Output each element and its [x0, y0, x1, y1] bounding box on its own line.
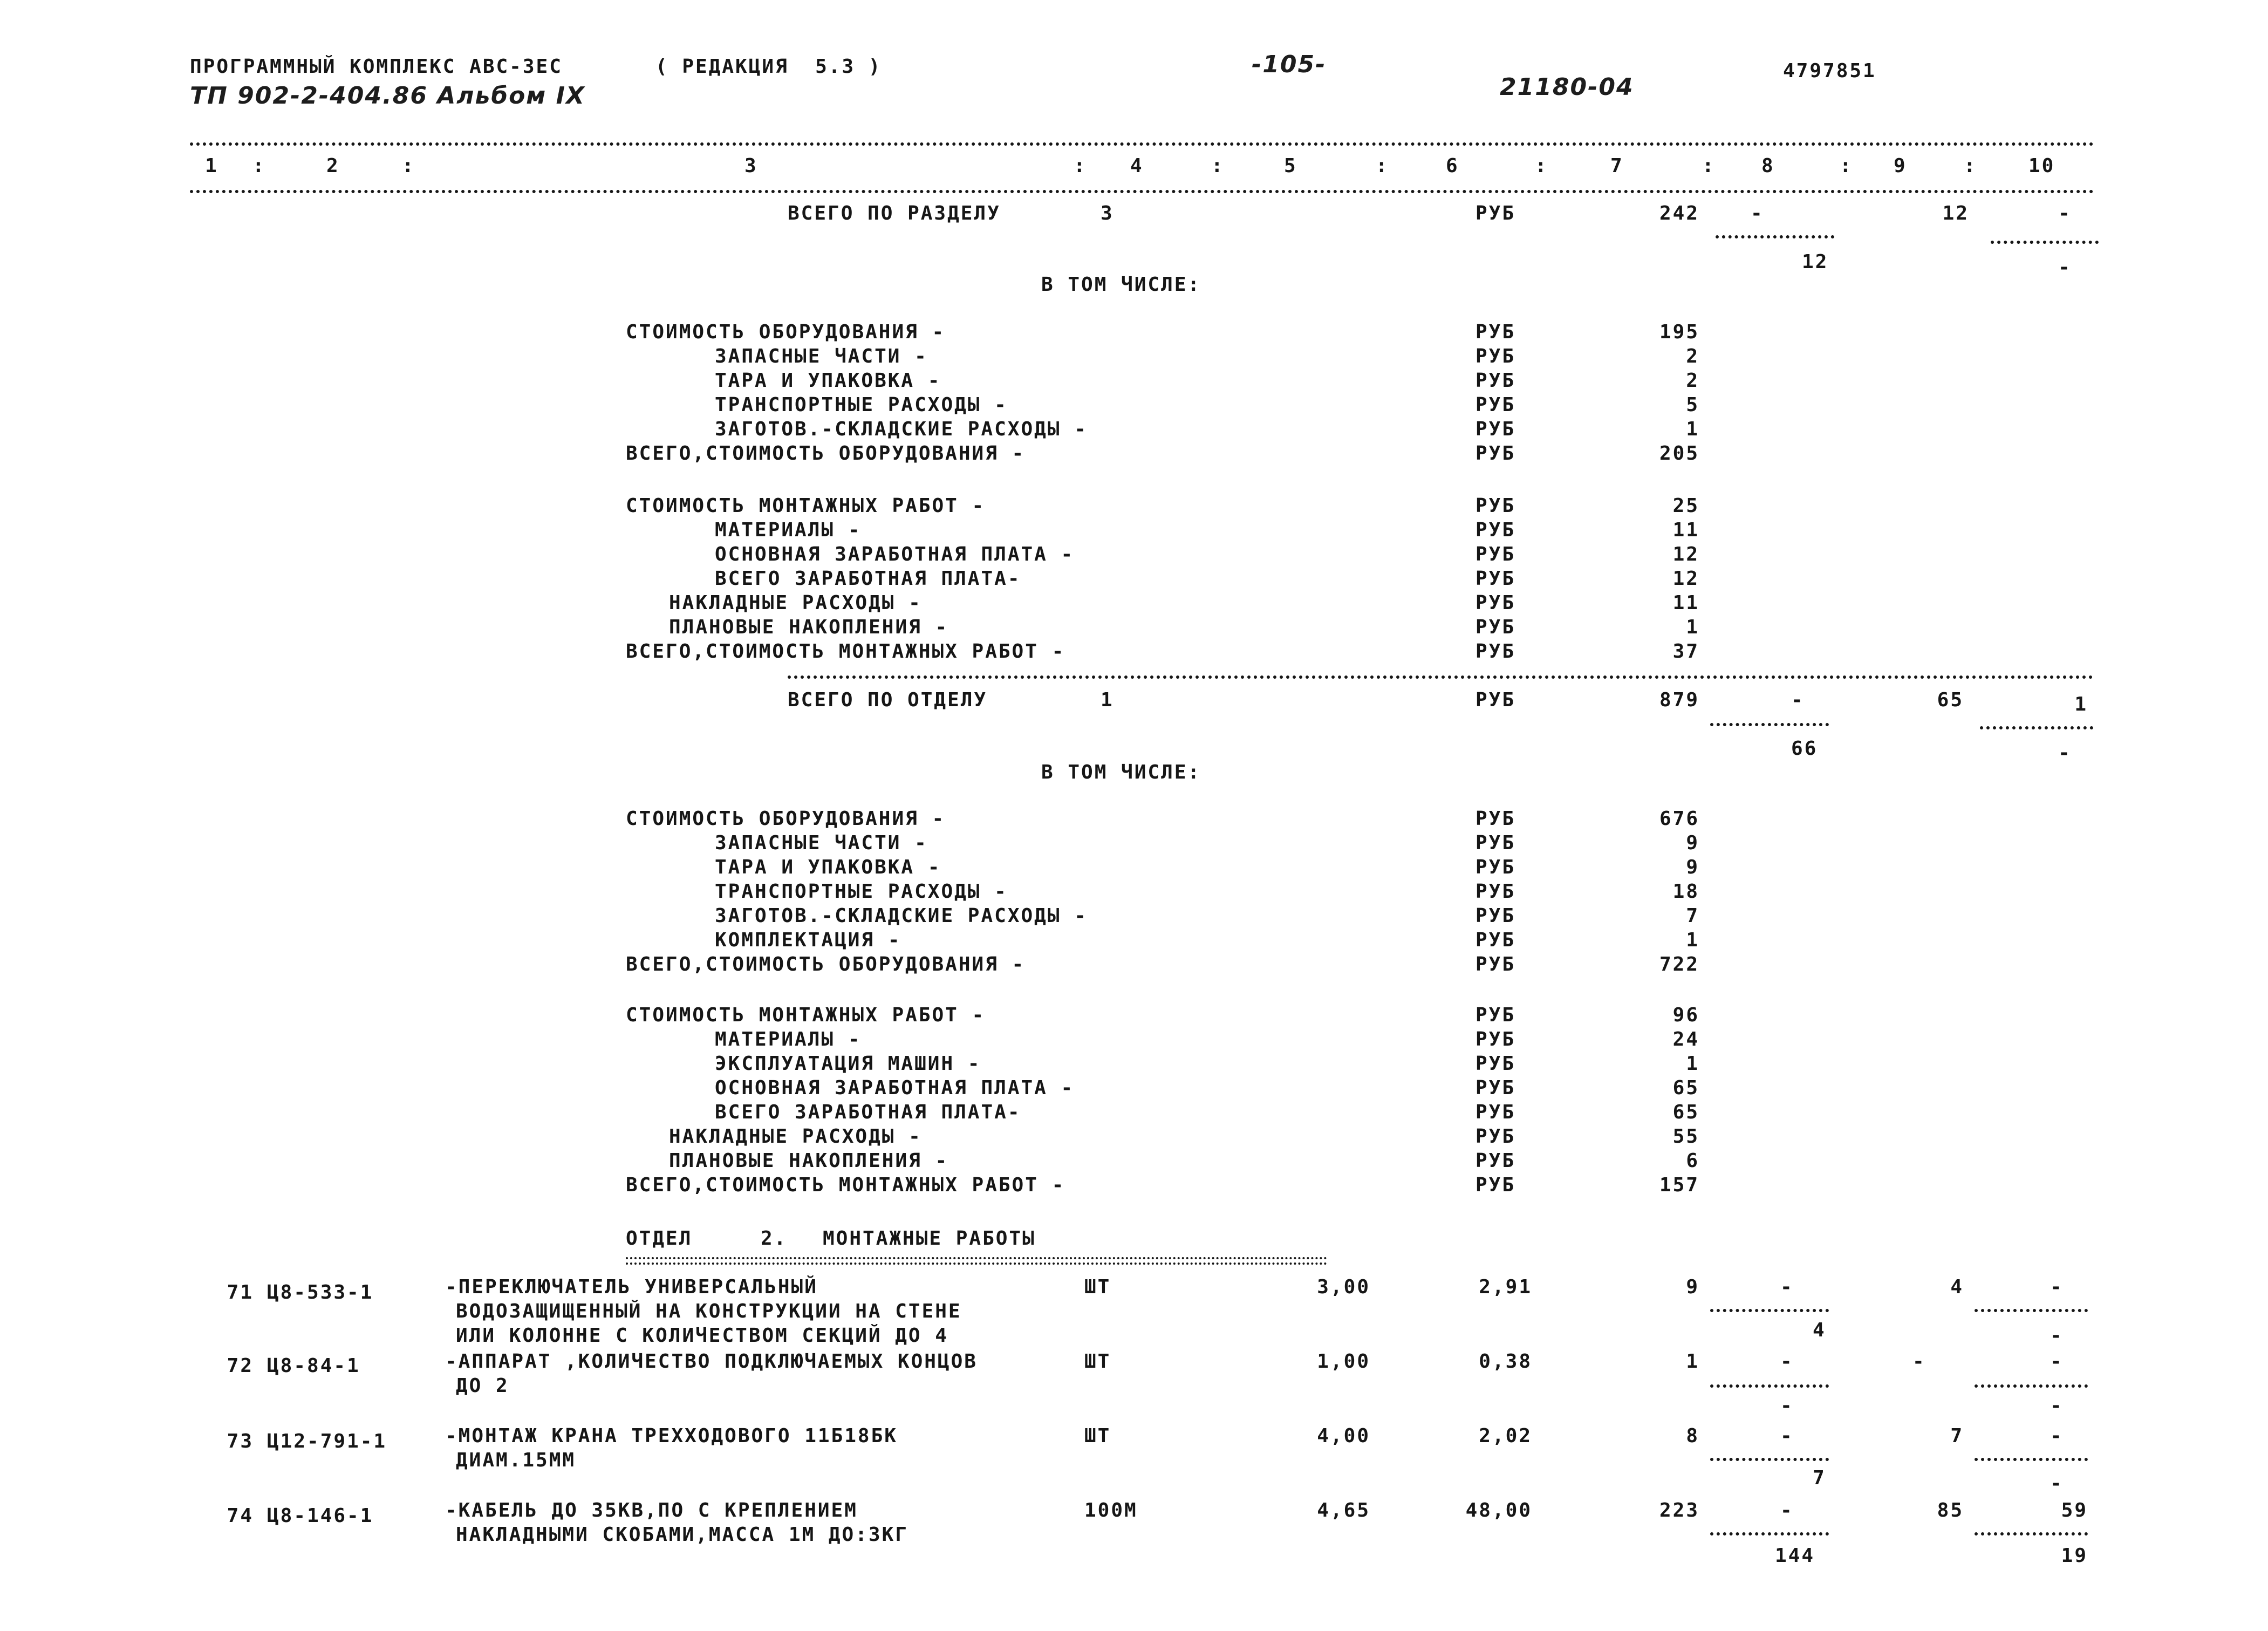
- item-number: 74: [227, 1505, 254, 1527]
- dept-title: МОНТАЖНЫЕ РАБОТЫ: [823, 1227, 1036, 1250]
- cost-unit: РУБ: [1475, 519, 1516, 541]
- col-4: 4: [1130, 155, 1144, 177]
- total-label: ВСЕГО ПО ОТДЕЛУ: [788, 689, 988, 711]
- cost-label: МАТЕРИАЛЫ -: [715, 1028, 862, 1050]
- item-col8-below: 4: [1813, 1319, 1826, 1341]
- total-col7: 242: [1659, 202, 1699, 224]
- cost-label: НАКЛАДНЫЕ РАСХОДЫ -: [669, 1125, 922, 1148]
- cost-unit: РУБ: [1475, 905, 1516, 927]
- item-description: ДО 2: [456, 1375, 509, 1397]
- cost-value: 205: [1659, 442, 1699, 465]
- cost-label: НАКЛАДНЫЕ РАСХОДЫ -: [669, 592, 922, 614]
- cost-value: 676: [1659, 808, 1699, 830]
- cost-unit: РУБ: [1475, 1077, 1516, 1099]
- item-col8: -: [1780, 1425, 1794, 1447]
- cost-value: 2: [1686, 370, 1699, 392]
- cost-value: 722: [1659, 953, 1699, 975]
- item-price: 0,38: [1479, 1350, 1532, 1373]
- rule-dept1: [788, 675, 2093, 679]
- cost-unit: РУБ: [1475, 321, 1516, 343]
- cost-unit: РУБ: [1475, 616, 1516, 638]
- item-col10: -: [2050, 1425, 2064, 1447]
- item-quantity: 1,00: [1317, 1350, 1370, 1373]
- including-heading: В ТОМ ЧИСЛЕ:: [1041, 274, 1201, 296]
- cost-value: 6: [1686, 1150, 1699, 1172]
- cost-unit: РУБ: [1475, 1004, 1516, 1026]
- including-heading: В ТОМ ЧИСЛЕ:: [1041, 761, 1201, 783]
- item-col8-below: 7: [1813, 1467, 1826, 1489]
- item-col10-below: -: [2050, 1395, 2064, 1417]
- total-col8-below: 12: [1802, 251, 1829, 273]
- cost-value: 65: [1672, 1077, 1699, 1099]
- col-sep: :: [1376, 155, 1389, 177]
- item-col9: 85: [1937, 1499, 1964, 1521]
- cost-value: 195: [1659, 321, 1699, 343]
- cost-label: СТОИМОСТЬ МОНТАЖНЫХ РАБОТ -: [626, 495, 986, 517]
- subtotal-rule: [1975, 1309, 2088, 1312]
- cost-label: ВСЕГО ЗАРАБОТНАЯ ПЛАТА-: [715, 568, 1021, 590]
- col-9: 9: [1894, 155, 1907, 177]
- cost-label: ВСЕГО,СТОИМОСТЬ ОБОРУДОВАНИЯ -: [626, 953, 1026, 975]
- item-price: 48,00: [1465, 1499, 1532, 1521]
- item-code: Ц12-791-1: [267, 1430, 387, 1452]
- col-sep: :: [252, 155, 266, 177]
- cost-label: ЗАГОТОВ.-СКЛАДСКИЕ РАСХОДЫ -: [715, 418, 1088, 440]
- cost-value: 96: [1672, 1004, 1699, 1026]
- dept-underline: [626, 1257, 1327, 1259]
- total-col7: 879: [1659, 689, 1699, 711]
- item-col10-below: 19: [2061, 1545, 2088, 1567]
- col-sep: :: [1074, 155, 1087, 177]
- col-1: 1: [205, 155, 218, 177]
- col-sep: :: [1840, 155, 1853, 177]
- item-code: Ц8-533-1: [267, 1281, 374, 1304]
- col-2: 2: [326, 155, 340, 177]
- subtotal-rule: [1710, 723, 1829, 726]
- total-col10: -: [2058, 202, 2072, 224]
- cost-label: ТРАНСПОРТНЫЕ РАСХОДЫ -: [715, 394, 1008, 416]
- cost-unit: РУБ: [1475, 568, 1516, 590]
- item-description: -МОНТАЖ КРАНА ТРЕХХОДОВОГО 11Б18БК: [445, 1425, 898, 1447]
- cost-label: ТАРА И УПАКОВКА -: [715, 370, 941, 392]
- item-code: Ц8-84-1: [267, 1355, 360, 1377]
- col-3: 3: [744, 155, 758, 177]
- cost-value: 1: [1686, 418, 1699, 440]
- cost-unit: РУБ: [1475, 418, 1516, 440]
- item-description: -КАБЕЛЬ ДО 35КВ,ПО С КРЕПЛЕНИЕМ: [445, 1499, 858, 1521]
- subtotal-rule: [1975, 1384, 2088, 1388]
- cost-unit: РУБ: [1475, 345, 1516, 367]
- item-col8-below: 144: [1775, 1545, 1815, 1567]
- item-col10: -: [2050, 1276, 2064, 1298]
- item-unit: ШТ: [1084, 1425, 1111, 1447]
- subtotal-rule: [1991, 241, 2099, 244]
- cost-label: ТРАНСПОРТНЫЕ РАСХОДЫ -: [715, 881, 1008, 903]
- cost-value: 18: [1672, 881, 1699, 903]
- item-price: 2,02: [1479, 1425, 1532, 1447]
- item-number: 71: [227, 1281, 254, 1304]
- album-reference: ТП 902-2-404.86 Альбом IX: [190, 82, 585, 110]
- dept-label: ОТДЕЛ: [626, 1227, 693, 1250]
- cost-value: 55: [1672, 1125, 1699, 1148]
- cost-unit: РУБ: [1475, 808, 1516, 830]
- cost-unit: РУБ: [1475, 856, 1516, 878]
- cost-label: ОСНОВНАЯ ЗАРАБОТНАЯ ПЛАТА -: [715, 543, 1075, 565]
- total-number: 3: [1101, 202, 1114, 224]
- dept-number: 2.: [761, 1227, 788, 1250]
- cost-label: СТОИМОСТЬ ОБОРУДОВАНИЯ -: [626, 321, 946, 343]
- item-col10: -: [2050, 1350, 2064, 1373]
- cost-value: 9: [1686, 832, 1699, 854]
- cost-label: ТАРА И УПАКОВКА -: [715, 856, 941, 878]
- col-sep: :: [1535, 155, 1548, 177]
- col-10: 10: [2028, 155, 2055, 177]
- col-sep: :: [402, 155, 415, 177]
- cost-unit: РУБ: [1475, 1174, 1516, 1196]
- total-col10-below: -: [2058, 742, 2072, 764]
- cost-unit: РУБ: [1475, 442, 1516, 465]
- cost-label: ЭКСПЛУАТАЦИЯ МАШИН -: [715, 1053, 981, 1075]
- item-unit: ШТ: [1084, 1276, 1111, 1298]
- cost-value: 1: [1686, 929, 1699, 951]
- cost-label: ОСНОВНАЯ ЗАРАБОТНАЯ ПЛАТА -: [715, 1077, 1075, 1099]
- item-quantity: 3,00: [1317, 1276, 1370, 1298]
- document-number: 4797851: [1783, 60, 1876, 82]
- cost-unit: РУБ: [1475, 543, 1516, 565]
- item-col10: 59: [2061, 1499, 2088, 1521]
- cost-unit: РУБ: [1475, 832, 1516, 854]
- item-col8: -: [1780, 1350, 1794, 1373]
- item-description: ДИАМ.15ММ: [456, 1449, 576, 1471]
- item-description: ВОДОЗАЩИЩЕННЫЙ НА КОНСТРУКЦИИ НА СТЕНЕ: [456, 1300, 962, 1322]
- cost-value: 11: [1672, 592, 1699, 614]
- rule-header-bottom: [190, 190, 2094, 193]
- cost-label: ПЛАНОВЫЕ НАКОПЛЕНИЯ -: [669, 616, 949, 638]
- cost-label: СТОИМОСТЬ МОНТАЖНЫХ РАБОТ -: [626, 1004, 986, 1026]
- subtotal-rule: [1980, 726, 2093, 729]
- col-sep: :: [1702, 155, 1716, 177]
- item-col9: -: [1912, 1350, 1926, 1373]
- total-number: 1: [1101, 689, 1114, 711]
- item-description: ИЛИ КОЛОННЕ С КОЛИЧЕСТВОМ СЕКЦИЙ ДО 4: [456, 1325, 948, 1347]
- item-price: 2,91: [1479, 1276, 1532, 1298]
- total-col10: 1: [2074, 693, 2088, 715]
- cost-value: 11: [1672, 519, 1699, 541]
- col-6: 6: [1446, 155, 1459, 177]
- cost-unit: РУБ: [1475, 495, 1516, 517]
- cost-label: КОМПЛЕКТАЦИЯ -: [715, 929, 901, 951]
- item-col10-below: -: [2050, 1325, 2064, 1347]
- cost-value: 1: [1686, 1053, 1699, 1075]
- cost-label: ВСЕГО,СТОИМОСТЬ МОНТАЖНЫХ РАБОТ -: [626, 640, 1065, 663]
- item-description: -АППАРАТ ,КОЛИЧЕСТВО ПОДКЛЮЧАЕМЫХ КОНЦОВ: [445, 1350, 978, 1373]
- col-5: 5: [1284, 155, 1297, 177]
- col-7: 7: [1610, 155, 1624, 177]
- cost-value: 157: [1659, 1174, 1699, 1196]
- col-sep: :: [1964, 155, 1977, 177]
- item-col9: 4: [1950, 1276, 1964, 1298]
- cost-value: 37: [1672, 640, 1699, 663]
- cost-label: ЗАПАСНЫЕ ЧАСТИ -: [715, 832, 928, 854]
- cost-unit: РУБ: [1475, 394, 1516, 416]
- item-col10-below: -: [2050, 1472, 2064, 1494]
- total-col8: -: [1791, 689, 1805, 711]
- cost-value: 5: [1686, 394, 1699, 416]
- page-number: -105-: [1252, 51, 1327, 78]
- subtotal-rule: [1710, 1384, 1829, 1388]
- item-total: 9: [1686, 1276, 1699, 1298]
- item-unit: ШТ: [1084, 1350, 1111, 1373]
- cost-label: ВСЕГО,СТОИМОСТЬ ОБОРУДОВАНИЯ -: [626, 442, 1026, 465]
- cost-value: 12: [1672, 543, 1699, 565]
- cost-label: ЗАГОТОВ.-СКЛАДСКИЕ РАСХОДЫ -: [715, 905, 1088, 927]
- subtotal-rule: [1710, 1309, 1829, 1312]
- subtotal-rule: [1975, 1532, 2088, 1536]
- subtotal-rule: [1710, 1458, 1829, 1461]
- item-total: 8: [1686, 1425, 1699, 1447]
- cost-value: 25: [1672, 495, 1699, 517]
- cost-label: ЗАПАСНЫЕ ЧАСТИ -: [715, 345, 928, 367]
- cost-unit: РУБ: [1475, 929, 1516, 951]
- cost-unit: РУБ: [1475, 1101, 1516, 1123]
- cost-value: 7: [1686, 905, 1699, 927]
- item-code: Ц8-146-1: [267, 1505, 374, 1527]
- total-col9: 65: [1937, 689, 1964, 711]
- item-description: НАКЛАДНЫМИ СКОБАМИ,МАССА 1М ДО:3КГ: [456, 1524, 908, 1546]
- cost-value: 9: [1686, 856, 1699, 878]
- item-quantity: 4,00: [1317, 1425, 1370, 1447]
- cost-unit: РУБ: [1475, 370, 1516, 392]
- item-col8: -: [1780, 1276, 1794, 1298]
- item-col8-below: -: [1780, 1395, 1794, 1417]
- subtotal-rule: [1710, 1532, 1829, 1536]
- program-title: ПРОГРАММНЫЙ КОМПЛЕКС АВС-3ЕС: [190, 56, 563, 78]
- col-sep: :: [1211, 155, 1225, 177]
- cost-label: ВСЕГО ЗАРАБОТНАЯ ПЛАТА-: [715, 1101, 1021, 1123]
- subtotal-rule: [1716, 235, 1834, 238]
- total-col8: -: [1751, 202, 1764, 224]
- item-quantity: 4,65: [1317, 1499, 1370, 1521]
- item-unit: 100М: [1084, 1499, 1138, 1521]
- total-label: ВСЕГО ПО РАЗДЕЛУ: [788, 202, 1001, 224]
- cost-unit: РУБ: [1475, 592, 1516, 614]
- cost-unit: РУБ: [1475, 881, 1516, 903]
- item-col8: -: [1780, 1499, 1794, 1521]
- item-description: -ПЕРЕКЛЮЧАТЕЛЬ УНИВЕРСАЛЬНЫЙ: [445, 1276, 818, 1298]
- item-number: 73: [227, 1430, 254, 1452]
- cost-unit: РУБ: [1475, 953, 1516, 975]
- item-total: 1: [1686, 1350, 1699, 1373]
- cost-unit: РУБ: [1475, 1053, 1516, 1075]
- cost-unit: РУБ: [1475, 1125, 1516, 1148]
- item-total: 223: [1659, 1499, 1699, 1521]
- cost-value: 24: [1672, 1028, 1699, 1050]
- rule-top: [190, 142, 2094, 146]
- cost-unit: РУБ: [1475, 1150, 1516, 1172]
- total-col9: 12: [1942, 202, 1969, 224]
- cost-value: 65: [1672, 1101, 1699, 1123]
- cost-unit: РУБ: [1475, 640, 1516, 663]
- total-col10-below: -: [2058, 256, 2072, 278]
- cost-label: СТОИМОСТЬ ОБОРУДОВАНИЯ -: [626, 808, 946, 830]
- edition: ( РЕДАКЦИЯ 5.3 ): [655, 56, 882, 78]
- col-8: 8: [1761, 155, 1775, 177]
- cost-label: ПЛАНОВЫЕ НАКОПЛЕНИЯ -: [669, 1150, 949, 1172]
- cost-value: 1: [1686, 616, 1699, 638]
- cost-value: 12: [1672, 568, 1699, 590]
- cost-unit: РУБ: [1475, 1028, 1516, 1050]
- total-unit: РУБ: [1475, 202, 1516, 224]
- cost-value: 2: [1686, 345, 1699, 367]
- item-col9: 7: [1950, 1425, 1964, 1447]
- cost-label: МАТЕРИАЛЫ -: [715, 519, 862, 541]
- total-unit: РУБ: [1475, 689, 1516, 711]
- subtotal-rule: [1975, 1458, 2088, 1461]
- cost-label: ВСЕГО,СТОИМОСТЬ МОНТАЖНЫХ РАБОТ -: [626, 1174, 1065, 1196]
- handwritten-code: 21180-04: [1500, 73, 1634, 101]
- total-col8-below: 66: [1791, 738, 1818, 760]
- item-number: 72: [227, 1355, 254, 1377]
